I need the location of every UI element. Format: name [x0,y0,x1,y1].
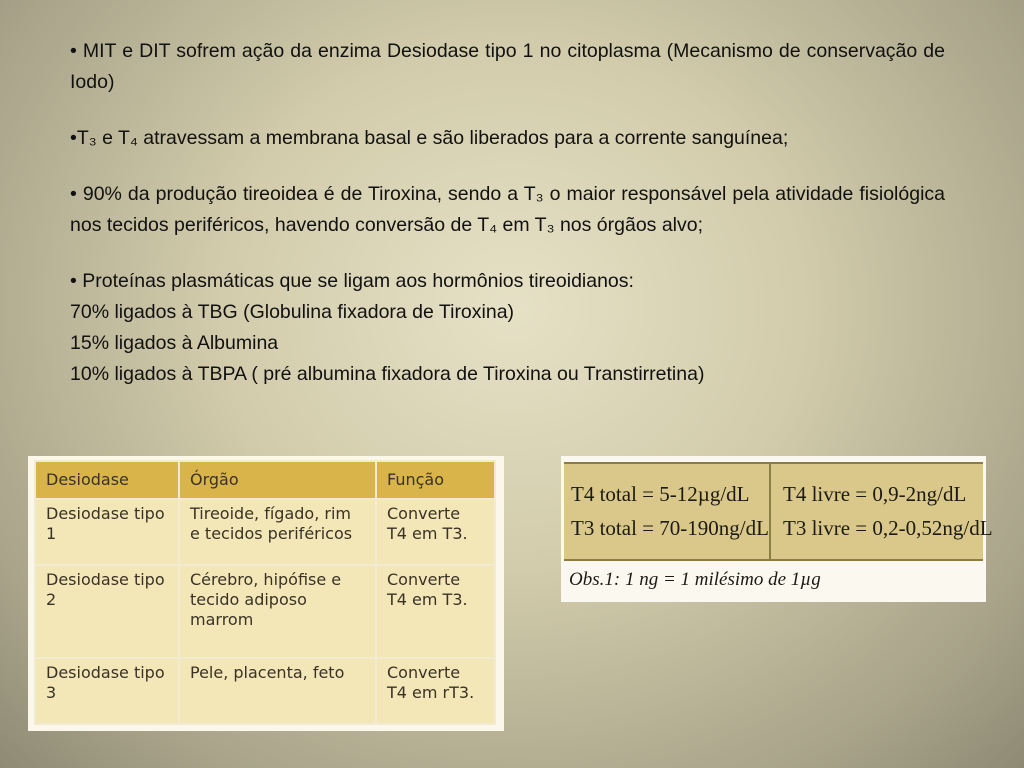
desiodase-table-image [28,456,504,731]
obs-note: Obs.1: 1 ng = 1 milésimo de 1µg [569,569,821,590]
table-row [35,658,495,724]
header-desiodase: Desiodase [35,461,179,499]
table-cell: Converte T4 em T3. [376,565,495,658]
protein-tbpa-line: 10% ligados à TBPA ( pré albumina fixadora de Tiroxina ou Transtirretina) [70,363,705,385]
slide-text [70,36,945,390]
t3-total-value: T3 total = 70-190ng/dL [571,516,769,540]
table-cell: Desiodase tipo 1 [35,499,179,565]
bullet-t3-t4-release: •T₃ e T₄ atravessam a membrana basal e são liberados para a corrente sanguínea; [70,127,789,149]
table-cell: Desiodase tipo 2 [35,565,179,658]
t3-livre-value: T3 livre = 0,2-0,52ng/dL [783,516,993,540]
column-divider [769,464,771,559]
protein-tbg-line: 70% ligados à TBG (Globulina fixadora de Tiroxina) [70,301,515,323]
table-cell: Tireoide, fígado, rim e tecidos periféricos [179,499,376,565]
table-cell: Pele, placenta, feto [179,658,376,724]
table-cell: Cérebro, hipófise e tecido adiposo marrom [179,565,376,658]
bullet-plasma-proteins: • Proteínas plasmáticas que se ligam aos hormônios tireoidianos: [70,270,634,292]
table-cell: Desiodase tipo 3 [35,658,179,724]
desiodase-table [34,460,496,725]
t4-livre-value: T4 livre = 0,9-2ng/dL [783,482,967,506]
bullet-thyroxine-production: • 90% da produção tireoidea é de Tiroxina, sendo a T₃ o maior responsável pela atividade fisiológica nos tecidos periféricos, havendo conversão de T₄ em T₃ nos órgãos alvo; [70,183,945,236]
table-row [35,499,495,565]
t4-total-value: T4 total = 5-12µg/dL [571,482,750,506]
bullet-deiodinase-cytoplasm: • MIT e DIT sofrem ação da enzima Desiodase tipo 1 no citoplasma (Mecanismo de conservação de Iodo) [70,40,945,93]
header-orgao: Órgão [179,461,376,499]
table-cell: Converte T4 em rT3. [376,658,495,724]
header-funcao: Função [376,461,495,499]
table-header-row [35,461,495,499]
reference-values-box [564,462,993,561]
table-cell: Converte T4 em T3. [376,499,495,565]
reference-values-image [561,456,993,602]
protein-albumin-line: 15% ligados à Albumina [70,332,279,354]
table-row [35,565,495,658]
